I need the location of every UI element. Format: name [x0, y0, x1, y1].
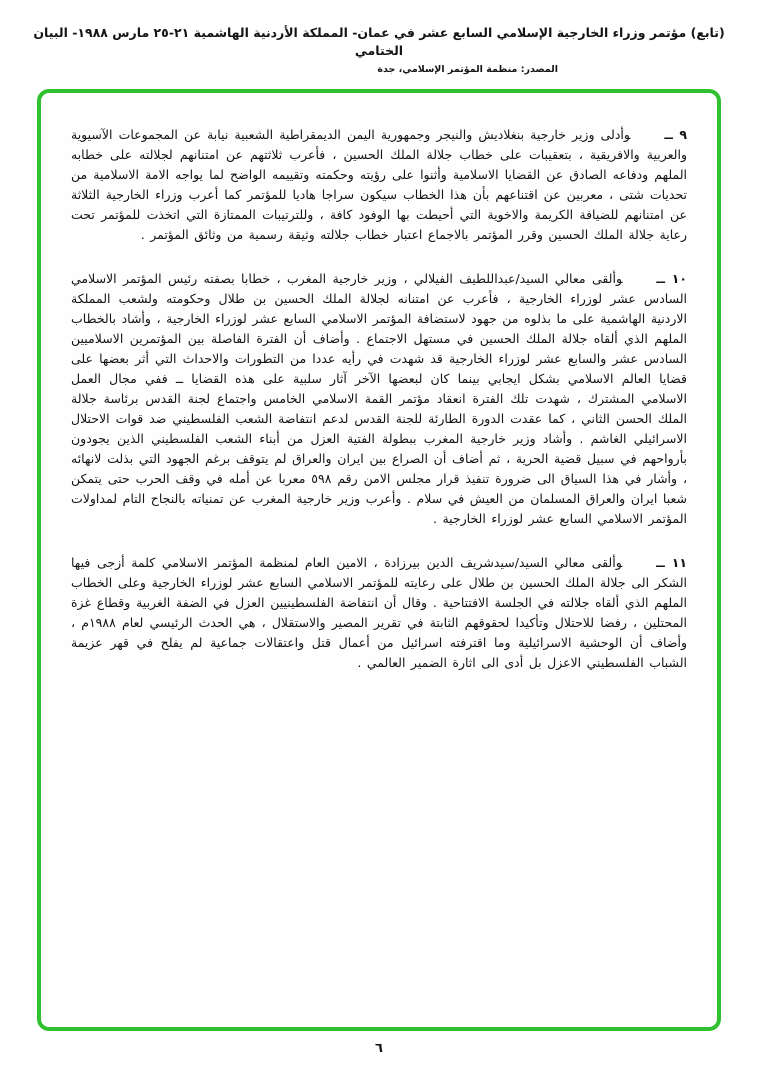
- paragraph-11-text: وألقى معالي السيد/سيدشريف الدين بيرزادة ، الامين العام لمنظمة المؤتمر الاسلامي كلمة أزجى فيها الشكر الى جلالة الملك الحسين بن طلال على رعايته للمؤتمر الاسلامي السابع عشر لوزراء الخارجية وعلى الخطاب الملهم الذي ألقاه جلالته في الجلسة الافتتاحية . وقال أن انتفاضة الفلسطينيين العزل في الضفة الغربية وقطاع غزة المحتلين ، رفضا للاحتلال وتأكيدا لحقوقهم الثابتة في تقرير المصير والاستقلال ، هي الحدث الرئيسي لعام ١٩٨٨م ، وأضاف أن الوحشية الاسرائيلية وما اقترفته اسرائيل من أعمال قتل واعتقالات جماعية لم يفلح في قهر عزيمة الشباب الفلسطيني الاعزل بل أدى الى اثارة الضمير العالمي .: [71, 555, 687, 670]
- paragraph-10: [71, 269, 687, 529]
- paragraph-10-number: ١٠ ــ: [656, 271, 687, 286]
- paragraph-10-text: وألقى معالي السيد/عبداللطيف الفيلالي ، وزير خارجية المغرب ، خطابا بصفته رئيس المؤتمر الاسلامي السادس عشر لوزراء الخارجية ، فأعرب عن امتنانه لجلالة الملك الحسين بن طلال وحكومته ولشعب المملكة الاردنية الهاشمية على ما بذلوه من جهود لاستضافة المؤتمر الاسلامي السابع عشر لوزراء الخارجية ، وأشاد بالخطاب الملهم الذي ألقاه جلالة الملك الحسين في مستهل الاجتماع . وأضاف أن الفترة الفاصلة بين المؤتمرين الاسلاميين السادس عشر والسابع عشر لوزراء الخارجية قد شهدت في رأيه عددا من التطورات والاحداث التي أثر بعضها على قضايا العالم الاسلامي بشكل ايجابي بينما كان لبعضها الآخر آثار سلبية على هذه القضايا ــ ففي مجال العمل الاسلامي المشترك ، شهدت تلك الفترة انعقاد مؤتمر القمة الاسلامي الخامس واجتماع لجنة القدس برئاسة جلالة الملك الحسن الثاني ، كما عقدت الدورة الطارئة للجنة القدس لدعم انتفاضة الشعب الفلسطيني ضد قوات الاحتلال الاسرائيلي الغاشم . وأشاد وزير خارجية المغرب ببطولة الفتية العزل من أبناء الشعب الفلسطيني الذين يجودون بأرواحهم في سبيل قضية الحرية ، ثم أضاف أن الصراع بين ايران والعراق لم يتوقف برغم الجهود التي بذلت لانهائه ، وأشار في هذا السياق الى ضرورة تنفيذ قرار مجلس الامن رقم ٥٩٨ معربا عن أمله في وقف الحرب حتى يتمكن شعبا ايران والعراق المسلمان من العيش في سلام . وأعرب وزير خارجية المغرب عن تمنياته بالنجاح التام لمداولات المؤتمر الاسلامي السابع عشر لوزراء الخارجية .: [71, 271, 687, 526]
- paragraph-9-number: ٩ ــ: [664, 127, 687, 142]
- paragraph-11-number: ١١ ــ: [656, 555, 687, 570]
- page-number: ٦: [375, 1041, 383, 1056]
- document-header-title: (تابع) مؤتمر وزراء الخارجية الإسلامي السابع عشر في عمان- المملكة الأردنية الهاشمية ٢١-٢٥ مارس ١٩٨٨- البيان الختامي: [33, 25, 725, 58]
- green-border-frame: [37, 89, 721, 1031]
- paragraph-9: [71, 125, 687, 245]
- paragraph-9-text: وأدلى وزير خارجية بنغلاديش والنيجر وجمهورية اليمن الديمقراطية الشعبية نيابة عن المجموعات الآسيوية والعربية والافريقية ، بتعقيبات على خطاب جلالة الملك الحسين ، فأعرب ثلاثتهم عن امتنانهم لجلالته على خطابه الملهم ودفاعه الصادق عن القضايا الاسلامية وأثنوا على رؤيته وحكمته وتقييمه الواضح لما يواجه الامة الاسلامية من تحديات شتى ، معربين عن اقتناعهم بأن هذا الخطاب سيكون سراجا هاديا للمؤتمر كما أعرب وزراء الخارجية الثلاثة عن امتنانهم للضيافة الكريمة والاخوية التي أحيطت بها الوفود كافة ، وللترتيبات الممتازة التي اتخذت للمؤتمر تحت رعاية جلالة الملك الحسين وقرر المؤتمر بالاجماع اعتبار خطاب جلالته وثيقة رسمية من وثائق المؤتمر .: [71, 127, 687, 242]
- document-source-line: المصدر: منظمة المؤتمر الإسلامي، جدة: [377, 64, 558, 75]
- paragraph-11: [71, 553, 687, 673]
